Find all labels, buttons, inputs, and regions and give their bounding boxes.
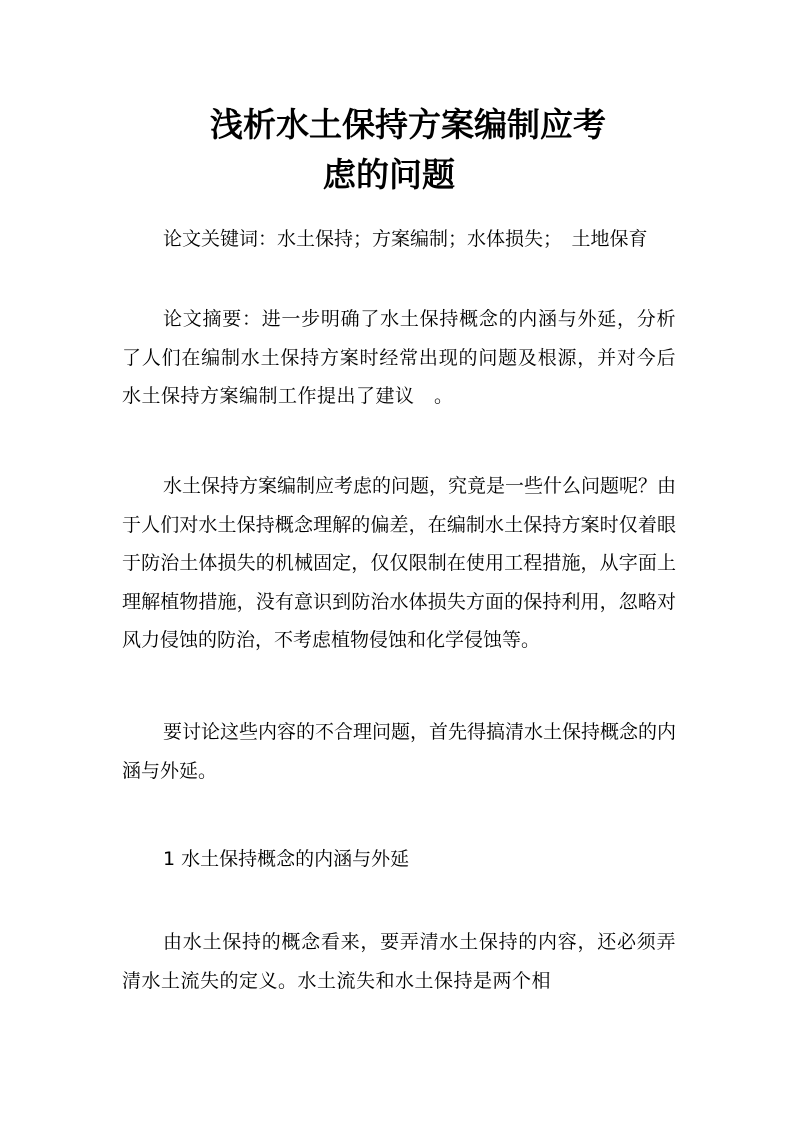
- keywords-paragraph: 论文关键词：水土保持；方案编制；水体损失； 土地保育: [163, 228, 648, 250]
- body-paragraph-2: 要讨论这些内容的不合理问题，首先得搞清水土保持概念的内涵与外延。: [122, 721, 677, 782]
- abstract-paragraph: 论文摘要：进一步明确了水土保持概念的内涵与外延，分析了人们在编制水土保持方案时经常出现的问题及根源，并对今后水土保持方案编制工作提出了建议 。: [122, 308, 676, 407]
- title-line-1: 浅析水土保持方案编制应考: [210, 105, 606, 144]
- title-line-2: 虑的问题: [323, 155, 455, 194]
- document-title: [160, 100, 680, 200]
- body-paragraph-3: 由水土保持的概念看来，要弄清水土保持的内容，还必须弄清水土流失的定义。水土流失和水土保持是两个相: [122, 931, 676, 992]
- body-paragraph-1: 水土保持方案编制应考虑的问题，究竟是一些什么问题呢？由于人们对水土保持概念理解的偏差，在编制水土保持方案时仅着眼于防治土体损失的机械固定，仅仅限制在使用工程措施，从字面上理解植物措施，没有意识到防治水体损失方面的保持利用，忽略对风力侵蚀的防治，不考虑植物侵蚀和化学侵蚀等。: [122, 475, 677, 651]
- section-heading: 1 水土保持概念的内涵与外延: [163, 848, 410, 870]
